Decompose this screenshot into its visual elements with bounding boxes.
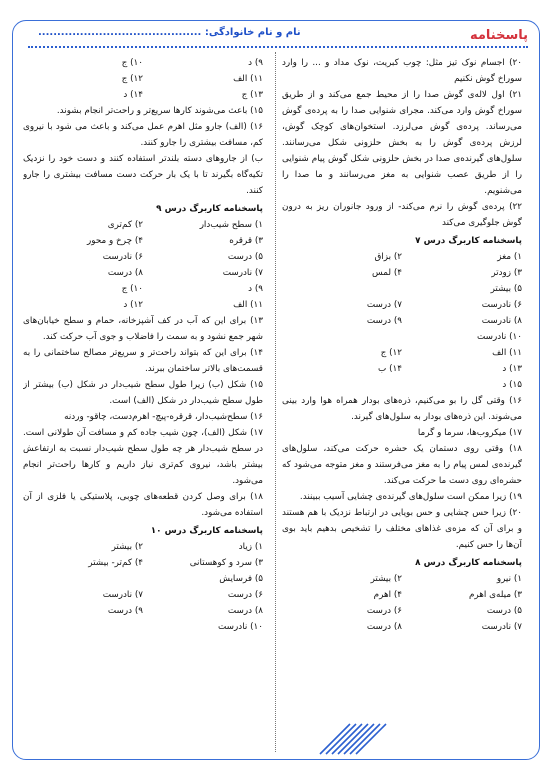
answer-item: ۸) نادرست <box>481 316 522 326</box>
answer-item: ۴) اهرم <box>373 590 402 600</box>
answer-row <box>282 619 522 635</box>
answer-item: ۸) درست <box>227 606 263 616</box>
answer-row <box>282 345 522 361</box>
answer-item: ۹) درست <box>107 606 143 616</box>
answer-row <box>282 571 522 587</box>
answer-item: ۵) درست <box>486 606 522 616</box>
answer-item: ۵) بیشتر <box>490 284 522 294</box>
page-header <box>28 24 528 46</box>
answer-item: ۳) سرد و کوهستانی <box>189 558 263 568</box>
answer-paragraph: ۱۹) زیرا ممکن است سلول‌های گیرنده‌ی چشایی آسیب ببینند. <box>299 492 522 502</box>
section-heading: پاسخنامه کاربرگ درس ۹ <box>156 204 263 214</box>
answer-item: ۱۳) د <box>502 364 522 374</box>
section-heading: پاسخنامه کاربرگ درس ۸ <box>415 558 522 568</box>
answer-item: ۱۰) نادرست <box>218 622 263 632</box>
answer-row <box>23 87 263 103</box>
header-divider <box>28 46 528 48</box>
answer-item: ۴) کم‌تر- بیشتر <box>88 558 143 568</box>
answer-row <box>23 217 263 233</box>
section-heading: پاسخنامه کاربرگ درس ۱۰ <box>150 526 263 536</box>
answer-item: ۸) درست <box>366 622 402 632</box>
answer-row <box>282 281 522 297</box>
answer-item <box>282 329 402 345</box>
answer-row <box>23 233 263 249</box>
answer-paragraph: ۱۸) برای وصل کردن قطعه‌های چوبی، پلاستیکی یا فلزی از آن استفاده می‌شود. <box>23 492 263 518</box>
answer-item <box>282 281 402 297</box>
answer-paragraph: ۱۷) میکروب‌ها، سرما و گرما <box>417 428 522 438</box>
page-title: پاسخنامه <box>469 27 528 43</box>
answer-item: ۹) د <box>248 58 263 68</box>
answer-row <box>23 587 263 603</box>
answer-paragraph: ۱۴) برای این که بتواند راحت‌تر و سریع‌تر مصالح ساختمانی را به قسمت‌های بالاتر ساختمان ببرند. <box>23 348 263 374</box>
answer-row <box>282 297 522 313</box>
answer-row <box>282 313 522 329</box>
answer-row <box>282 361 522 377</box>
student-name-field[interactable]: نام و نام خانوادگی: ........................................... <box>38 27 301 38</box>
answer-row <box>23 555 263 571</box>
answer-item: ۷) درست <box>366 300 402 310</box>
answer-row <box>282 587 522 603</box>
answer-row <box>23 297 263 313</box>
answer-paragraph: ۲۰) اجسام نوک تیز مثل: چوب کبریت، نوک مداد و ... را وارد سوراخ گوش نکنیم <box>282 58 522 84</box>
answer-paragraph: ۲۲) پرده‌ی گوش را نرم می‌کند- از ورود جانوران ریز به درون گوش جلوگیری می‌کند <box>282 202 522 228</box>
answer-item: ۵) فرسایش <box>219 574 263 584</box>
answer-item: ۱۲) د <box>123 300 143 310</box>
answer-row <box>23 571 263 587</box>
answer-item: ۳) زودتر <box>491 268 522 278</box>
answer-item: ۱) سطح شیب‌دار <box>199 220 263 230</box>
answer-item: ۶) درست <box>227 590 263 600</box>
answer-item: ۱۰) ج <box>121 284 143 294</box>
answer-item: ۷) نادرست <box>222 268 263 278</box>
answer-item: ۱۴) ب <box>378 364 402 374</box>
answer-row <box>23 265 263 281</box>
answer-paragraph: ۱۶) (الف) جارو مثل اهرم عمل می‌کند و باعث می شود با نیروی کم، مسافت بیشتری را جارو کنند. <box>23 122 263 148</box>
answer-row <box>282 377 522 393</box>
answer-item: ۱۱) الف <box>233 74 263 84</box>
answer-item: ۴) لمس <box>372 268 402 278</box>
answer-paragraph: ۲۰) زیرا حس چشایی و حس بویایی در ارتباط نزدیک با هم هستند و برای آن که مزه‌ی غذاهای مختلف را تشخیص بدهیم باید بوی آن‌ها را حس کنیم. <box>282 508 522 550</box>
answer-item <box>23 619 143 635</box>
answer-row <box>23 281 263 297</box>
answer-item: ۱) نیرو <box>496 574 522 584</box>
answer-row <box>23 249 263 265</box>
answer-paragraph: ۱۷) شکل (الف)، چون شیب جاده کم و مسافت آن طولانی است. در سطح شیب‌دار هر چه طول سطح شیب‌دار نسبت به ارتفاعش بیشتر باشد، نیروی کم‌تری نیاز داریم و کارها راحت‌تر انجام می‌شود. <box>23 428 263 486</box>
answer-item: ۷) نادرست <box>481 622 522 632</box>
answer-item: ۶) نادرست <box>481 300 522 310</box>
answer-item: ۱۴) د <box>123 90 143 100</box>
answer-item: ۹) د <box>248 284 263 294</box>
answer-item <box>282 377 402 393</box>
section-heading: پاسخنامه کاربرگ درس ۷ <box>415 236 522 246</box>
answer-item: ۵) درست <box>227 252 263 262</box>
answer-paragraph: ۱۵) باعث می‌شوند کارها سریع‌تر و راحت‌تر انجام بشوند. <box>56 106 263 116</box>
right-column <box>282 55 522 745</box>
answer-row <box>282 603 522 619</box>
answer-row <box>23 539 263 555</box>
answer-row <box>23 603 263 619</box>
answer-item: ۱۰) ج <box>121 58 143 68</box>
answer-item: ۱) مغز <box>497 252 522 262</box>
column-divider <box>275 52 276 752</box>
answer-item: ۲) بزاق <box>374 252 402 262</box>
answer-item: ۷) نادرست <box>102 590 143 600</box>
answer-item: ۱۰) نادرست <box>477 332 522 342</box>
answer-row <box>23 71 263 87</box>
answer-item: ۹) درست <box>366 316 402 326</box>
answer-item: ۲) کم‌تری <box>107 220 143 230</box>
answer-paragraph: ۱۶) وقتی گل را بو می‌کنیم، ذره‌های بودار همراه هوا وارد بینی می‌شوند. این ذره‌های بودار به سلول‌های گیرند. <box>282 396 522 422</box>
answer-item: ۱۱) الف <box>492 348 522 358</box>
answer-item: ۳) میله‌ی اهرم <box>468 590 522 600</box>
answer-item: ۴) چرخ و محور <box>87 236 143 246</box>
answer-item: ۸) درست <box>107 268 143 278</box>
left-column <box>23 55 263 745</box>
answer-row <box>282 249 522 265</box>
answer-paragraph: ۲۱) اول لاله‌ی گوش صدا را از محیط جمع می‌کند و از طریق سوراخ گوش وارد می‌کند. مجرای شنوایی صدا را به پرده‌ی گوش می‌رساند. پرده‌ی گوش می‌لرزد. استخوان‌های کوچک گوش، لرزش پرده‌ی گوش را به بخش حلزونی شکل می‌رسانند. سلول‌های گیرنده‌ی صدا در بخش حلزونی شکل گوش پیام شنوایی را از طریق عصب شنوایی به مغز می‌رسانند و ما صدا را می‌شنویم. <box>282 90 522 196</box>
answer-paragraph: ب) از جاروهای دسته بلندتر استفاده کنند و دست خود را نزدیک تکیه‌گاه بگیرند تا با یک بار حرکت دست مسافت بیشتری را جارو کنند. <box>23 154 263 196</box>
answer-item: ۱۵) د <box>502 380 522 390</box>
answer-paragraph: ۱۳) برای این که آب در کف آشپزخانه، حمام و سطح خیابان‌های شهر جمع نشود و به سمت را فاضلاب و جوی آب حرکت کند. <box>23 316 263 342</box>
answer-paragraph: ۱۸) وقتی روی دستمان یک حشره حرکت می‌کند، سلول‌های گیرنده‌ی لمس پیام را به مغز می‌فرستند و مغز متوجه می‌شود که حشره‌ای روی دست ما حرکت می‌کند. <box>282 444 522 486</box>
answer-item: ۱۲) ج <box>121 74 143 84</box>
answer-item: ۱۲) ج <box>380 348 402 358</box>
answer-row <box>282 329 522 345</box>
answer-item: ۱۱) الف <box>233 300 263 310</box>
answer-item <box>23 571 143 587</box>
answer-paragraph: ۱۶) سطح‌شیب‌دار، قرقره-پیچ- اهرم‌دست، چاقو- وردنه <box>64 412 263 422</box>
decorative-corner-lines <box>20 716 520 756</box>
answer-item: ۶) درست <box>366 606 402 616</box>
answer-paragraph: ۱۵) شکل (ب) زیرا طول سطح شیب‌دار در شکل (ب) بیشتر از طول سطح شیب‌دار در شکل (الف) است. <box>23 380 263 406</box>
answer-item: ۲) بیشتر <box>370 574 402 584</box>
answer-row <box>282 265 522 281</box>
answer-row <box>23 55 263 71</box>
answer-row <box>23 619 263 635</box>
answer-item: ۱۳) ج <box>241 90 263 100</box>
answer-item: ۱) زیاد <box>238 542 263 552</box>
answer-item: ۶) نادرست <box>102 252 143 262</box>
answer-item: ۲) بیشتر <box>111 542 143 552</box>
answer-item: ۳) قرقره <box>229 236 263 246</box>
